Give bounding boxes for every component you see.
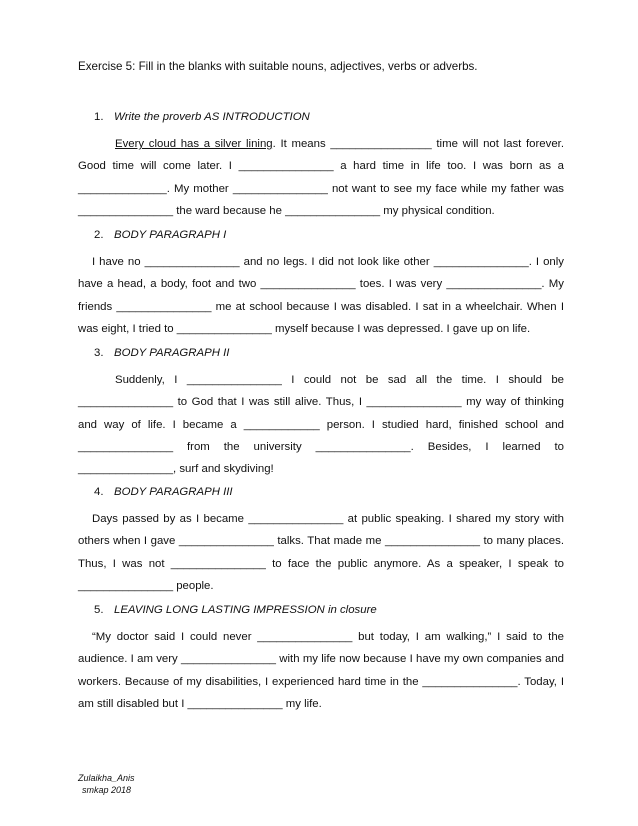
section-3-paragraph: Suddenly, I _______________ I could not be sad all the time. I should be _______________ to God that I was still alive. Thus, I _______________ my way of thinking and way of life. I became a ____________ person. I studied hard, finished school and _______________ from the university _______________. Besides, I learned to _______________, surf and skydiving! — [78, 374, 564, 476]
section-5-paragraph: “My doctor said I could never _______________ but today, I am walking,” I said to the audience. I am very _______________ with my life now because I have my own companies and workers. Because of my disabilities, I experienced hard time in the _______________. Today, I am still disabled but I _______________ my life. — [78, 631, 564, 710]
footer-school: smkap 2018 — [82, 785, 132, 795]
section-1-heading — [94, 111, 310, 123]
exercise-title: Exercise 5: Fill in the blanks with suitable nouns, adjectives, verbs or adverbs. — [78, 60, 478, 73]
section-3-title: BODY PARAGRAPH II — [114, 347, 230, 359]
section-2-number: 2. — [94, 229, 104, 241]
section-1-number: 1. — [94, 111, 104, 123]
section-4-paragraph: Days passed by as I became _______________ at public speaking. I shared my story with others when I gave _______________ talks. That made me _______________ to many places. Thus, I was not _______________ to face the public anymore. As a speaker, I speak to _______________ people. — [78, 513, 564, 592]
proverb-text: Every cloud has a silver lining — [115, 138, 273, 150]
section-5-heading — [94, 604, 377, 616]
section-1-paragraph-rest: . It means ________________ time will not last forever. Good time will come later. I _______________ a hard time in life too. I was born as a ______________. My mother _______________ not want to see my face while my father was _______________ the ward because he _______________ my physical condition. — [78, 138, 564, 217]
footer-author: Zulaikha_Anis — [78, 773, 135, 783]
section-2-heading — [94, 229, 226, 241]
section-3-heading — [94, 347, 229, 359]
section-4-heading — [94, 486, 233, 498]
section-3-number: 3. — [94, 347, 104, 359]
section-2-title: BODY PARAGRAPH I — [114, 229, 227, 241]
section-1-title: Write the proverb AS INTRODUCTION — [114, 111, 310, 123]
section-4-number: 4. — [94, 486, 104, 498]
section-5-number: 5. — [94, 604, 104, 616]
section-4-title: BODY PARAGRAPH III — [114, 486, 233, 498]
section-2-paragraph: I have no _______________ and no legs. I did not look like other _______________. I only have a head, a body, foot and two _______________ toes. I was very _______________. My friends _______________ me at school because I was disabled. I sat in a wheelchair. When I was eight, I tried to _______________ myself because I was depressed. I gave up on life. — [78, 256, 564, 335]
footer — [78, 772, 135, 796]
section-1-paragraph — [78, 133, 564, 222]
section-5-title: LEAVING LONG LASTING IMPRESSION in closure — [114, 604, 377, 616]
